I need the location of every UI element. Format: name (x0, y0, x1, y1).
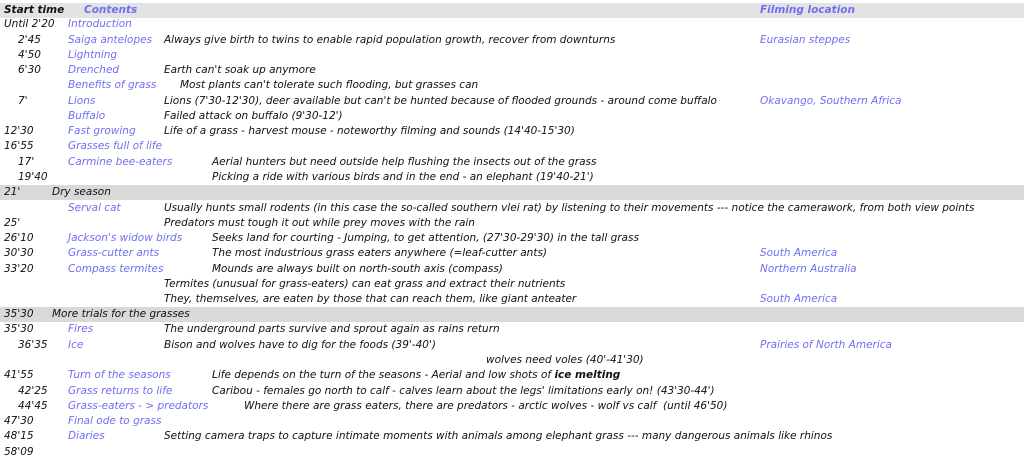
header-filming-location: Filming location (760, 4, 855, 16)
filming-location: Prairies of North America (760, 339, 892, 351)
start-time: 36'35 (18, 339, 48, 351)
timeline-row (0, 78, 1024, 93)
description: wolves need voles (40'-41'30) (486, 354, 644, 366)
topic-label: Grasses full of life (68, 140, 163, 152)
topic-label: Benefits of grass (68, 79, 157, 91)
description: They, themselves, are eaten by those that can reach them, like giant anteater (164, 293, 577, 305)
timeline-row (0, 94, 1024, 109)
description: Life depends on the turn of the seasons - Aerial and low shots of (212, 369, 555, 381)
start-time: 6'30 (18, 64, 41, 76)
timeline-row (0, 231, 1024, 246)
topic-label: Drenched (68, 64, 120, 76)
description: Always give birth to twins to enable rapid population growth, recover from downturns (164, 34, 616, 46)
filming-location: Okavango, Southern Africa (760, 95, 902, 107)
start-time: Until 2'20 (4, 18, 55, 30)
start-time: 4'50 (18, 49, 41, 61)
timeline-row (0, 414, 1024, 429)
header-start-time: Start time (4, 4, 65, 16)
timeline-row (0, 445, 1024, 460)
timeline-row (0, 262, 1024, 277)
timeline-row (0, 139, 1024, 154)
filming-location: South America (760, 293, 838, 305)
start-time: 26'10 (4, 232, 34, 244)
start-time: 48'15 (4, 430, 34, 442)
start-time: 41'55 (4, 369, 34, 381)
timeline-row (0, 277, 1024, 292)
topic-label: Ice (68, 339, 84, 351)
description: Where there are grass eaters, there are predators - arctic wolves - wolf vs calf (until 46'50) (244, 400, 728, 412)
timeline-row (0, 246, 1024, 261)
timeline-row (0, 17, 1024, 32)
topic-label: Fast growing (68, 125, 136, 137)
filming-location: Eurasian steppes (760, 34, 851, 46)
description: Termites (unusual for grass-eaters) can eat grass and extract their nutrients (164, 278, 566, 290)
description: Predators must tough it out while prey moves with the rain (164, 217, 475, 229)
start-time: 44'45 (18, 400, 48, 412)
start-time: 17' (18, 156, 35, 168)
topic-label: Final ode to grass (68, 415, 162, 427)
topic-label: Lightning (68, 49, 118, 61)
section-row (0, 307, 1024, 322)
timeline-row (0, 48, 1024, 63)
description: Life of a grass - harvest mouse - noteworthy filming and sounds (14'40-15'30) (164, 125, 575, 137)
topic-label: Jackson's widow birds (68, 232, 183, 244)
start-time: 25' (4, 217, 21, 229)
timeline-row (0, 109, 1024, 124)
timeline-row (0, 63, 1024, 78)
topic-label: Grass returns to life (68, 385, 173, 397)
start-time: 7' (18, 95, 28, 107)
filming-location: Northern Australia (760, 263, 857, 275)
start-time: 12'30 (4, 125, 34, 137)
start-time: 19'40 (18, 171, 48, 183)
topic-label: Serval cat (68, 202, 121, 214)
start-time: 35'30 (4, 308, 34, 320)
topic-label: Fires (68, 323, 94, 335)
timeline-row (0, 33, 1024, 48)
topic-label: Lions (68, 95, 96, 107)
description: Picking a ride with various birds and in the end - an elephant (19'40-21') (212, 171, 594, 183)
topic-label: Buffalo (68, 110, 106, 122)
topic-label: Compass termites (68, 263, 164, 275)
topic-label: Grass-eaters - > predators (68, 400, 209, 412)
timeline-row (0, 322, 1024, 337)
topic-label: Carmine bee-eaters (68, 156, 173, 168)
timeline-row (0, 429, 1024, 444)
description: Most plants can't tolerate such flooding, but grasses can (180, 79, 479, 91)
start-time: 33'20 (4, 263, 34, 275)
description: Earth can't soak up anymore (164, 64, 316, 76)
timeline-row (0, 353, 1024, 368)
start-time: 47'30 (4, 415, 34, 427)
timeline-row (0, 384, 1024, 399)
timeline-row (0, 216, 1024, 231)
description: Setting camera traps to capture intimate moments with animals among elephant grass --- many dangerous animals like rhinos (164, 430, 833, 442)
topic-label: Grass-cutter ants (68, 247, 160, 259)
section-title: Dry season (52, 186, 111, 198)
start-time: 42'25 (18, 385, 48, 397)
topic-label: Turn of the seasons (68, 369, 171, 381)
section-title: More trials for the grasses (52, 308, 190, 320)
description: Mounds are always built on north-south axis (compass) (212, 263, 503, 275)
description: Aerial hunters but need outside help flushing the insects out of the grass (212, 156, 597, 168)
start-time: 58'09 (4, 446, 34, 458)
timeline-row (0, 124, 1024, 139)
timeline-row (0, 201, 1024, 216)
description: Failed attack on buffalo (9'30-12') (164, 110, 343, 122)
timeline-row (0, 368, 1024, 383)
timeline-row (0, 155, 1024, 170)
description-emphasis: ice melting (554, 369, 621, 381)
start-time: 30'30 (4, 247, 34, 259)
header-row (0, 3, 1024, 18)
start-time: 2'45 (18, 34, 41, 46)
topic-label: Saiga antelopes (68, 34, 153, 46)
section-row (0, 185, 1024, 200)
start-time: 35'30 (4, 323, 34, 335)
description: Usually hunts small rodents (in this case the so-called southern vlei rat) by listening to their movements --- notice the camerawork, from both view points (164, 202, 975, 214)
description: Bison and wolves have to dig for the foods (39'-40') (164, 339, 436, 351)
start-time: 21' (4, 186, 21, 198)
timeline-row (0, 338, 1024, 353)
description: Caribou - females go north to calf - calves learn about the legs' limitations early on! (43'30-44') (212, 385, 715, 397)
description: Seeks land for courting - Jumping, to get attention, (27'30-29'30) in the tall grass (212, 232, 639, 244)
timeline-row (0, 399, 1024, 414)
timeline-row (0, 170, 1024, 185)
timeline-row (0, 292, 1024, 307)
description: The underground parts survive and sprout again as rains return (164, 323, 500, 335)
filming-location: South America (760, 247, 838, 259)
description-line (212, 368, 620, 383)
description: The most industrious grass eaters anywhere (=leaf-cutter ants) (212, 247, 548, 259)
topic-label: Diaries (68, 430, 105, 442)
header-contents: Contents (84, 4, 138, 16)
description: Lions (7'30-12'30), deer available but can't be hunted because of flooded grounds - around come buffalo (164, 95, 717, 107)
start-time: 16'55 (4, 140, 34, 152)
topic-label: Introduction (68, 18, 132, 30)
